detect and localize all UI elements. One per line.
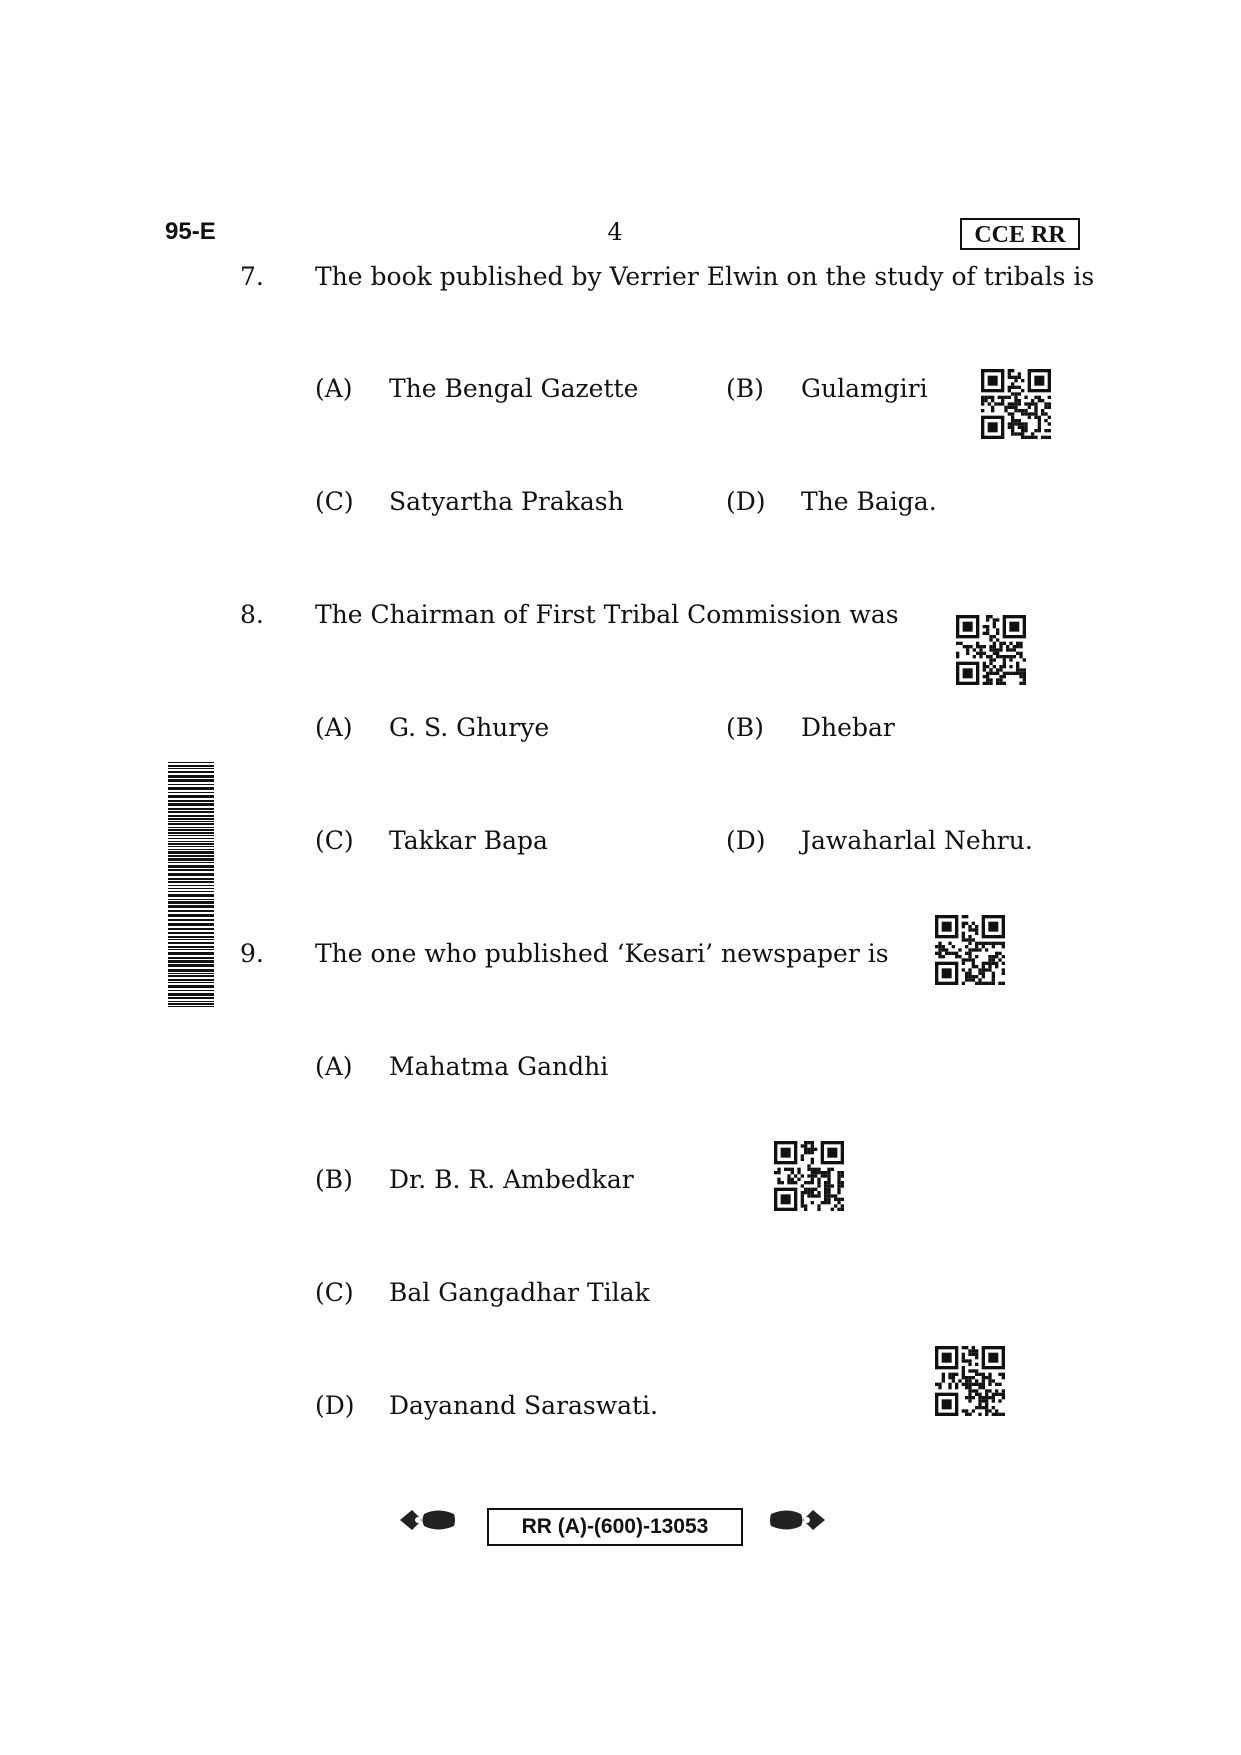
option-text: Takkar Bapa bbox=[389, 826, 548, 855]
option-label: (B) bbox=[726, 713, 764, 742]
barcode-icon bbox=[168, 762, 214, 1007]
option-label: (B) bbox=[726, 374, 764, 403]
option-text: Dhebar bbox=[801, 713, 895, 742]
question-text: The one who published ‘Kesari’ newspaper is bbox=[315, 939, 889, 968]
option-label: (D) bbox=[315, 1391, 355, 1420]
footer-code: RR (A)-(600)-13053 bbox=[487, 1508, 743, 1546]
option-text: Dr. B. R. Ambedkar bbox=[389, 1165, 634, 1194]
option-label: (C) bbox=[315, 1278, 354, 1307]
paper-tag: CCE RR bbox=[960, 218, 1080, 250]
paper-code: 95-E bbox=[165, 218, 216, 245]
option-label: (C) bbox=[315, 826, 354, 855]
option-label: (A) bbox=[315, 374, 353, 403]
option-label: (D) bbox=[726, 826, 766, 855]
ornament-icon bbox=[767, 1503, 827, 1537]
question-number: 8. bbox=[240, 600, 264, 629]
qr-code-icon bbox=[935, 915, 1005, 985]
page-number: 4 bbox=[607, 218, 623, 246]
ornament-icon bbox=[398, 1503, 458, 1537]
question-number: 7. bbox=[240, 262, 264, 291]
option-text: Jawaharlal Nehru. bbox=[801, 826, 1033, 855]
option-text: The Bengal Gazette bbox=[389, 374, 639, 403]
qr-code-icon bbox=[935, 1346, 1005, 1416]
qr-code-icon bbox=[774, 1141, 844, 1211]
question-number: 9. bbox=[240, 939, 264, 968]
option-text: Satyartha Prakash bbox=[389, 487, 624, 516]
option-text: G. S. Ghurye bbox=[389, 713, 550, 742]
qr-code-icon bbox=[981, 369, 1051, 439]
option-text: Mahatma Gandhi bbox=[389, 1052, 609, 1081]
option-label: (A) bbox=[315, 1052, 353, 1081]
option-text: Gulamgiri bbox=[801, 374, 928, 403]
question-text: The Chairman of First Tribal Commission was bbox=[315, 600, 899, 629]
question-text: The book published by Verrier Elwin on the study of tribals is bbox=[315, 262, 1095, 291]
option-label: (C) bbox=[315, 487, 354, 516]
option-text: Dayanand Saraswati. bbox=[389, 1391, 659, 1420]
option-label: (B) bbox=[315, 1165, 353, 1194]
qr-code-icon bbox=[956, 615, 1026, 685]
option-text: The Baiga. bbox=[801, 487, 937, 516]
option-label: (D) bbox=[726, 487, 766, 516]
option-text: Bal Gangadhar Tilak bbox=[389, 1278, 650, 1307]
option-label: (A) bbox=[315, 713, 353, 742]
